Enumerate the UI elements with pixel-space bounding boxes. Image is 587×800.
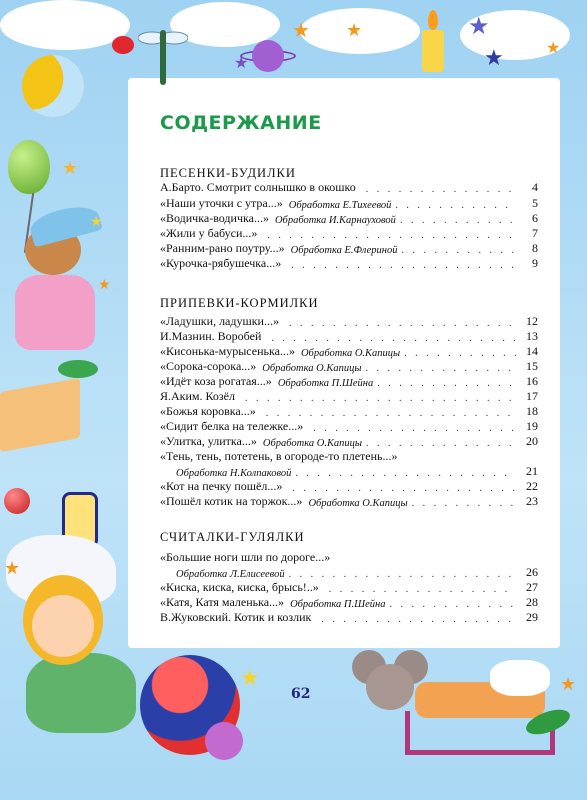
toc-entry[interactable]: «Жили у бабуси...» . . . 7	[160, 226, 538, 241]
toc-entry[interactable]: «Наши уточки с утра...» Обработка Е.Тихеевой . . . 5	[160, 196, 538, 211]
toc-note: Обработка Н.Колпаковой	[176, 468, 292, 479]
flame-icon	[428, 10, 438, 30]
toc-page: 8	[532, 241, 538, 255]
star-icon: ★	[98, 277, 111, 293]
star-icon: ★	[62, 158, 79, 179]
toc-page: 29	[526, 610, 538, 624]
toc-entry[interactable]: «Большие ноги шли по дороге...»	[160, 550, 331, 564]
toc-page: 16	[526, 374, 538, 388]
toc-page: 22	[526, 479, 538, 493]
star-icon: ★	[484, 46, 504, 71]
star-icon: ★	[234, 53, 249, 72]
toc-page: 14	[526, 344, 538, 358]
toc-note: Обработка Л.Елисеевой	[176, 569, 285, 580]
toc-entry[interactable]: «Сидит белка на тележке...» . . . 19	[160, 419, 538, 434]
candle-icon	[422, 30, 444, 72]
star-icon: ★	[240, 666, 260, 691]
toc-page: 7	[532, 226, 538, 240]
section-heading: ПЕСЕНКИ-БУДИЛКИ	[160, 166, 296, 180]
star-icon: ★	[560, 674, 577, 695]
toc-entry[interactable]: «Улитка, улитка...» Обработка О.Капицы . . . 20	[160, 434, 538, 449]
toc-page: 19	[526, 419, 538, 433]
toc-page: 21	[526, 464, 538, 478]
toc-page: 17	[526, 389, 538, 403]
toc-entry[interactable]: «Сорока-сорока...» Обработка О.Капицы . . . 15	[160, 359, 538, 374]
candy-icon	[112, 36, 134, 54]
toc-entry[interactable]: Я.Аким. Козёл . . . 17	[160, 389, 538, 404]
toc-page: 12	[526, 314, 538, 328]
toc-entry[interactable]: А.Барто. Смотрит солнышко в окошко . . . 4	[160, 180, 538, 195]
cloud-icon	[0, 0, 130, 50]
toc-entry[interactable]: «Пошёл котик на торжок...» Обработка О.Капицы . . . 23	[160, 494, 538, 509]
toc-entry[interactable]: «Кот на печку пошёл...» . . . 22	[160, 479, 538, 494]
candy-icon	[58, 360, 98, 378]
star-icon: ★	[292, 18, 310, 42]
toc-entry[interactable]: «Киска, киска, киска, брысь!..» . . . 27	[160, 580, 538, 595]
page-number: 62	[291, 686, 311, 702]
toc-page: 6	[532, 211, 538, 225]
toc-page: 15	[526, 359, 538, 373]
toc-entry[interactable]: «Божья коровка...» . . . 18	[160, 404, 538, 419]
toc-entry[interactable]: «Водичка-водичка...» Обработка И.Карнауховой . . . 6	[160, 211, 538, 226]
toc-entry[interactable]: И.Мазнин. Воробей . . . 13	[160, 329, 538, 344]
toc-page: 26	[526, 565, 538, 579]
toc-entry[interactable]	[160, 565, 538, 580]
dragonfly-icon	[138, 20, 188, 90]
toc-page: 23	[526, 494, 538, 508]
planet-icon	[205, 722, 243, 760]
toc-page: 18	[526, 404, 538, 418]
star-icon: ★	[546, 38, 561, 57]
toc-page: 20	[526, 434, 538, 448]
toc-entry[interactable]: «Идёт коза рогатая...» Обработка П.Шейна . . . 16	[160, 374, 538, 389]
toc-page: 28	[526, 595, 538, 609]
toc-page: 5	[532, 196, 538, 210]
star-icon: ★	[468, 12, 490, 40]
ornament-icon	[4, 488, 30, 514]
toc-page: 4	[532, 180, 538, 194]
section-heading: ПРИПЕВКИ-КОРМИЛКИ	[160, 296, 319, 310]
toc-page: 27	[526, 580, 538, 594]
star-icon: ★	[346, 20, 363, 41]
bed-icon	[405, 660, 555, 755]
toc-page: 9	[532, 256, 538, 270]
section-heading: СЧИТАЛКИ-ГУЛЯЛКИ	[160, 530, 305, 544]
toc-entry[interactable]: «Тень, тень, потетень, в огороде-то плетень...»	[160, 449, 398, 463]
toc-entry[interactable]: В.Жуковский. Котик и козлик . . . 29	[160, 610, 538, 625]
toc-entry[interactable]: «Катя, Катя маленька...» Обработка П.Шейна . . . 28	[160, 595, 538, 610]
page-title: СОДЕРЖАНИЕ	[160, 112, 322, 134]
planet-icon	[252, 40, 284, 72]
toc-entry[interactable]: «Кисонька-мурысенька...» Обработка О.Капицы . . . 14	[160, 344, 538, 359]
toc-entry[interactable]	[160, 464, 538, 479]
teddy-bear-icon	[10, 215, 100, 360]
star-icon: ★	[4, 558, 21, 579]
toc-entry[interactable]: «Ладушки, ладушки...» . . . 12	[160, 314, 538, 329]
toc-page: 13	[526, 329, 538, 343]
toc-entry[interactable]: «Ранним-рано поутру...» Обработка Е.Флериной . . . 8	[160, 241, 538, 256]
girl-illustration	[8, 575, 168, 765]
balloon-icon	[8, 140, 50, 194]
toc-entry[interactable]: «Курочка-рябушечка...» . . . 9	[160, 256, 538, 271]
star-icon: ★	[90, 214, 103, 230]
